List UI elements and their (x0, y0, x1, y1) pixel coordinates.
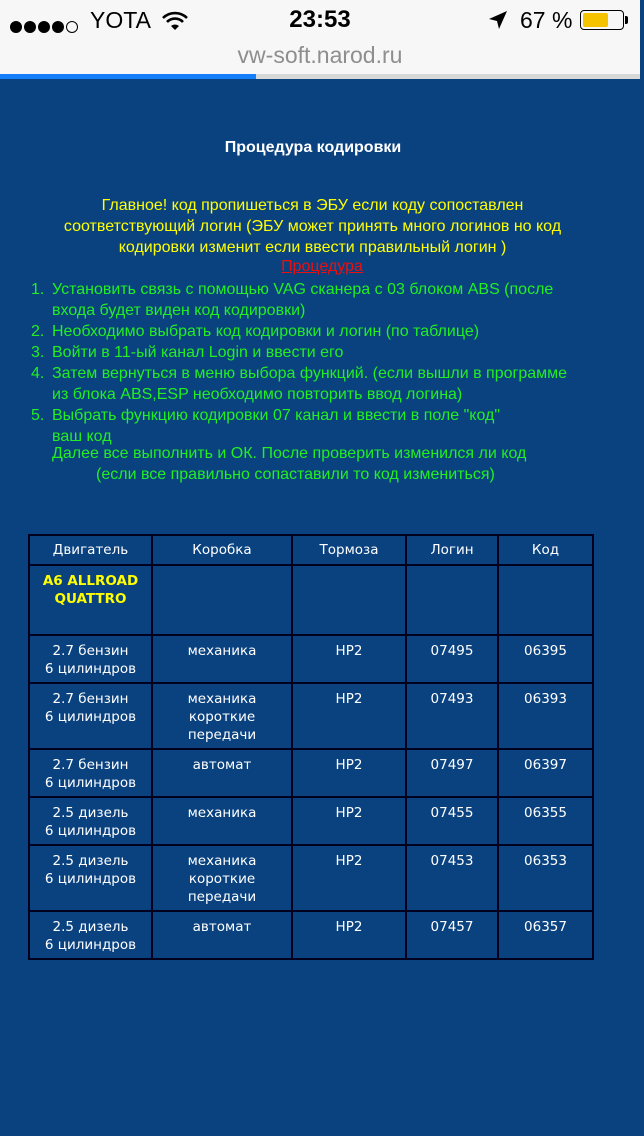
model-name (29, 565, 152, 635)
step-number: 2. (31, 323, 45, 340)
step-text: Выбрать функцию кодировки 07 канал и ввести в поле "код" (52, 407, 501, 424)
engine-line: 6 цилиндров (44, 823, 137, 839)
table-cell (152, 565, 292, 635)
web-page-content (0, 79, 640, 1136)
code-cell: 06395 (498, 635, 593, 683)
url-text: vw-soft.narod.ru (237, 42, 403, 68)
table-row (29, 749, 593, 797)
header-login: Логин (406, 535, 498, 565)
intro-note (40, 195, 585, 258)
code-cell: 06355 (498, 797, 593, 845)
step-text: из блока ABS,ESP необходимо повторить ввод логина) (52, 386, 463, 403)
engine-line: 2.5 дизель (52, 919, 129, 935)
engine-cell (29, 635, 152, 683)
status-time: 23:53 (289, 6, 351, 33)
step-text: Войти в 11-ый канал Login и ввести его (52, 344, 344, 361)
login-cell: 07493 (406, 683, 498, 749)
code-cell: 06353 (498, 845, 593, 911)
header-code: Код (498, 535, 593, 565)
table-header-row (29, 535, 593, 565)
table-row (29, 911, 593, 959)
procedure-steps-list (0, 279, 640, 447)
gearbox-line: автомат (192, 757, 252, 773)
intro-line: Главное! код пропишеться в ЭБУ если коду сопоставлен (101, 197, 524, 214)
engine-cell (29, 683, 152, 749)
status-bar (0, 0, 640, 40)
table-row (29, 635, 593, 683)
table-cell (498, 565, 593, 635)
engine-cell (29, 749, 152, 797)
engine-line: 6 цилиндров (44, 871, 137, 887)
step-number: 1. (31, 281, 45, 298)
gearbox-cell (152, 845, 292, 911)
gearbox-line: передачи (187, 889, 257, 905)
gearbox-line: механика (187, 805, 257, 821)
intro-line: соответствующий логин (ЭБУ может принять много логинов но код (63, 218, 562, 235)
login-cell: 07497 (406, 749, 498, 797)
battery-tip (625, 16, 628, 24)
table-row (29, 797, 593, 845)
login-cell: 07457 (406, 911, 498, 959)
after-steps-note: Далее все выполнить и ОК. После проверить изменился ли код (52, 445, 527, 462)
after-steps-note: (если все правильно сопаставили то код измениться) (96, 466, 495, 483)
coding-table (28, 534, 594, 960)
step-number: 3. (31, 344, 45, 361)
code-cell: 06393 (498, 683, 593, 749)
gearbox-line: короткие (188, 871, 256, 887)
table-row (29, 845, 593, 911)
table-row (29, 565, 593, 635)
gearbox-cell (152, 635, 292, 683)
gearbox-line: механика (187, 643, 257, 659)
engine-cell (29, 845, 152, 911)
gearbox-line: короткие (188, 709, 256, 725)
engine-line: 2.7 бензин (52, 757, 129, 773)
procedure-step (0, 321, 640, 342)
gearbox-cell (152, 683, 292, 749)
coding-table-container[interactable] (28, 534, 592, 953)
engine-line: 2.5 дизель (52, 853, 129, 869)
brakes-cell: HP2 (292, 911, 406, 959)
gearbox-cell (152, 749, 292, 797)
brakes-cell: HP2 (292, 683, 406, 749)
gearbox-line: механика (187, 691, 257, 707)
procedure-step (0, 342, 640, 363)
brakes-cell: HP2 (292, 797, 406, 845)
procedure-link[interactable]: Процедура (281, 258, 363, 275)
procedure-step (0, 405, 640, 447)
engine-cell (29, 797, 152, 845)
code-cell: 06397 (498, 749, 593, 797)
step-text: Затем вернуться в меню выбора функций. (если вышли в программе (52, 365, 568, 382)
engine-line: 6 цилиндров (44, 709, 137, 725)
login-cell: 07455 (406, 797, 498, 845)
gearbox-cell (152, 797, 292, 845)
gearbox-line: автомат (192, 919, 252, 935)
table-cell (292, 565, 406, 635)
step-text: Необходимо выбрать код кодировки и логин (по таблице) (52, 323, 480, 340)
procedure-step (0, 279, 640, 321)
battery-icon (580, 10, 624, 30)
engine-cell (29, 911, 152, 959)
login-cell: 07453 (406, 845, 498, 911)
engine-line: 2.7 бензин (52, 691, 129, 707)
intro-line: кодировки изменит если ввести правильный логин ) (118, 239, 507, 256)
location-arrow-icon (488, 9, 508, 36)
code-cell: 06357 (498, 911, 593, 959)
address-bar[interactable] (0, 40, 640, 74)
engine-line: 6 цилиндров (44, 661, 137, 677)
brakes-cell: HP2 (292, 749, 406, 797)
engine-line: 6 цилиндров (44, 937, 137, 953)
model-line: A6 ALLROAD (42, 573, 139, 589)
table-cell (406, 565, 498, 635)
table-row (29, 683, 593, 749)
battery-level (583, 13, 608, 27)
step-text: входа будет виден код кодировки) (52, 302, 306, 319)
engine-line: 2.7 бензин (52, 643, 129, 659)
header-engine: Двигатель (29, 535, 152, 565)
gearbox-cell (152, 911, 292, 959)
header-gearbox: Коробка (152, 535, 292, 565)
page-title: Процедура кодировки (224, 139, 402, 156)
engine-line: 6 цилиндров (44, 775, 137, 791)
procedure-step (0, 363, 640, 405)
login-cell: 07495 (406, 635, 498, 683)
brakes-cell: HP2 (292, 635, 406, 683)
engine-line: 2.5 дизель (52, 805, 129, 821)
header-brakes: Тормоза (292, 535, 406, 565)
step-number: 4. (31, 365, 45, 382)
brakes-cell: HP2 (292, 845, 406, 911)
carrier-name: YOTA (90, 7, 151, 33)
battery-percent: 67 % (520, 7, 573, 33)
model-line: QUATTRO (54, 591, 127, 607)
step-text: Установить связь с помощью VAG сканера с 03 блоком ABS (после (52, 281, 554, 298)
gearbox-line: механика (187, 853, 257, 869)
gearbox-line: передачи (187, 727, 257, 743)
step-text: ваш код (52, 428, 112, 445)
step-number: 5. (31, 407, 45, 424)
